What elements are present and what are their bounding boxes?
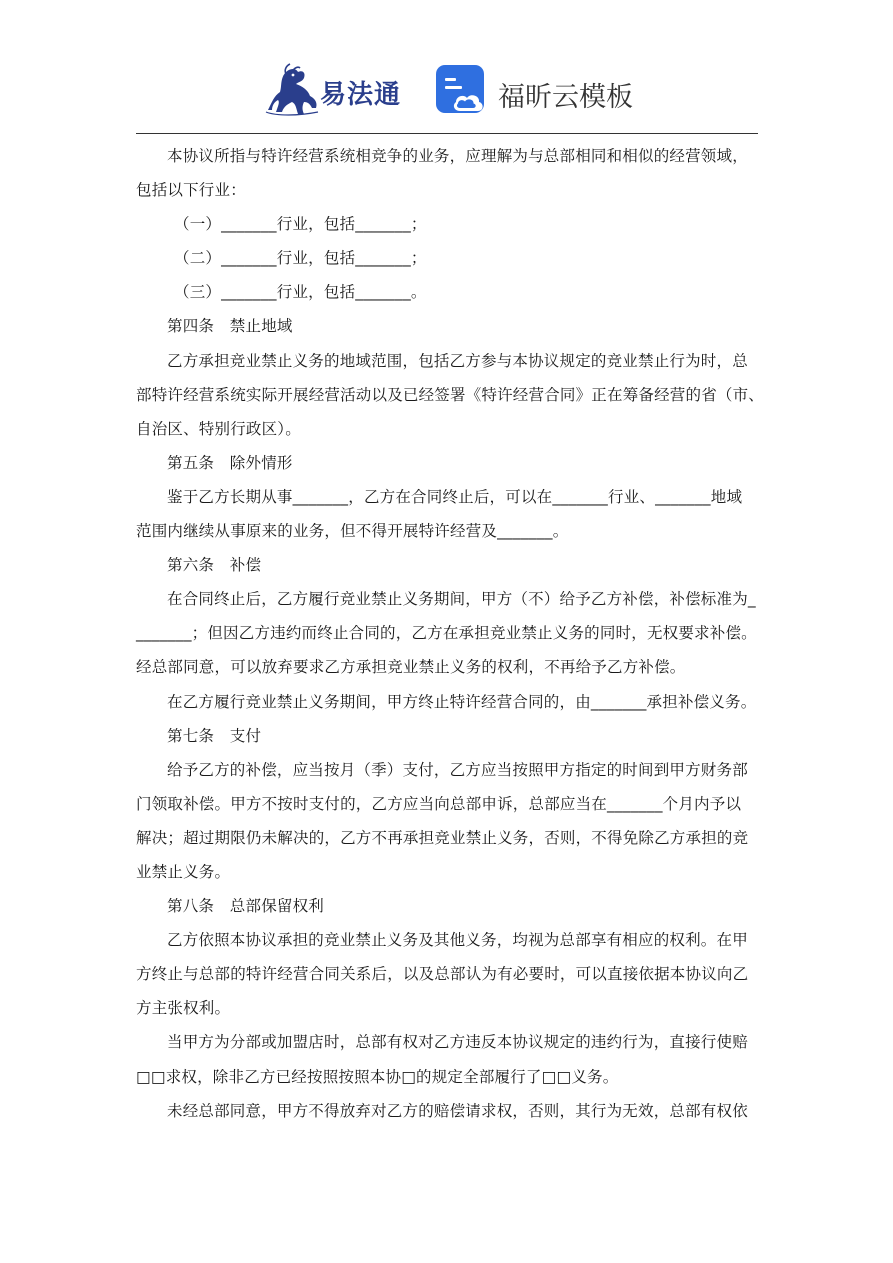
article-heading: 第八条 总部保留权利 [167,897,325,916]
article-heading: 第四条 禁止地域 [167,317,293,336]
paragraph-line: 本协议所指与特许经营系统相竞争的业务，应理解为与总部相同和相似的经营领域， [167,147,748,165]
paragraph-line: 包括以下行业： [136,181,246,200]
paragraph-line: 在乙方履行竞业禁止义务期间，甲方终止特许经营合同的，由_______承担补偿义务。 [167,692,757,711]
list-item: （二）_______行业，包括_______； [174,249,427,268]
paragraph-line: □□求权，除非乙方已经按照按照本协□的规定全部履行了□□义务。 [136,1067,619,1086]
yifatong-logo-text: 易法通 [320,80,402,110]
header-divider [136,133,758,134]
paragraph-line: 范围内继续从事原来的业务，但不得开展特许经营及_______。 [136,522,569,541]
paragraph-line: 部特许经营系统实际开展经营活动以及已经签署《特许经营合同》正在筹备经营的省（市、 [136,385,765,404]
paragraph-line: 业禁止义务。 [136,862,231,881]
paragraph-line: 经总部同意，可以放弃要求乙方承担竞业禁止义务的权利，不再给予乙方补偿。 [136,658,686,677]
paragraph-line: _______；但因乙方违约而终止合同的，乙方在承担竞业禁止义务的同时，无权要求补偿。 [136,624,757,643]
paragraph-line: 鉴于乙方长期从事_______，乙方在合同终止后，可以在_______行业、_______地域 [167,487,743,506]
article-heading: 第五条 除外情形 [167,453,293,472]
cloud-document-icon [436,65,488,117]
paragraph-line: 门领取补偿。甲方不按时支付的，乙方应当向总部申诉，总部应当在_______个月内予以 [136,794,742,813]
article-heading: 第七条 支付 [167,726,262,745]
yifatong-logo [262,62,412,118]
foxit-cloud-template-text: 福昕云模板 [498,82,633,113]
paragraph-line: 给予乙方的补偿，应当按月（季）支付，乙方应当按照甲方指定的时间到甲方财务部 [167,760,748,779]
paragraph-line: 解决；超过期限仍未解决的，乙方不再承担竞业禁止义务，否则，不得免除乙方承担的竞 [136,828,749,847]
paragraph-line: 当甲方为分部或加盟店时，总部有权对乙方违反本协议规定的违约行为，直接行使赔 [167,1033,748,1052]
paragraph-line: 方主张权利。 [136,999,231,1018]
paragraph-line: 在合同终止后，乙方履行竞业禁止义务期间，甲方（不）给予乙方补偿，补偿标准为_ [167,590,756,609]
article-heading: 第六条 补偿 [167,556,262,575]
paragraph-line: 方终止与总部的特许经营合同关系后，以及总部认为有必要时，可以直接依据本协议向乙 [136,965,749,984]
paragraph-line: 乙方承担竞业禁止义务的地域范围，包括乙方参与本协议规定的竞业禁止行为时，总 [167,351,748,370]
list-item: （一）_______行业，包括_______； [174,215,427,234]
qilin-mascot-icon [262,62,324,118]
paragraph-line: 未经总部同意，甲方不得放弃对乙方的赔偿请求权，否则，其行为无效，总部有权依 [167,1101,748,1120]
foxit-cloud-template-logo [436,65,636,117]
paragraph-line: 自治区、特别行政区）。 [136,419,301,438]
document-body [136,139,765,1128]
paragraph-line: 乙方依照本协议承担的竞业禁止义务及其他义务，均视为总部享有相应的权利。在甲 [167,931,748,950]
page-header [0,58,893,124]
list-item: （三）_______行业，包括_______。 [174,283,427,302]
